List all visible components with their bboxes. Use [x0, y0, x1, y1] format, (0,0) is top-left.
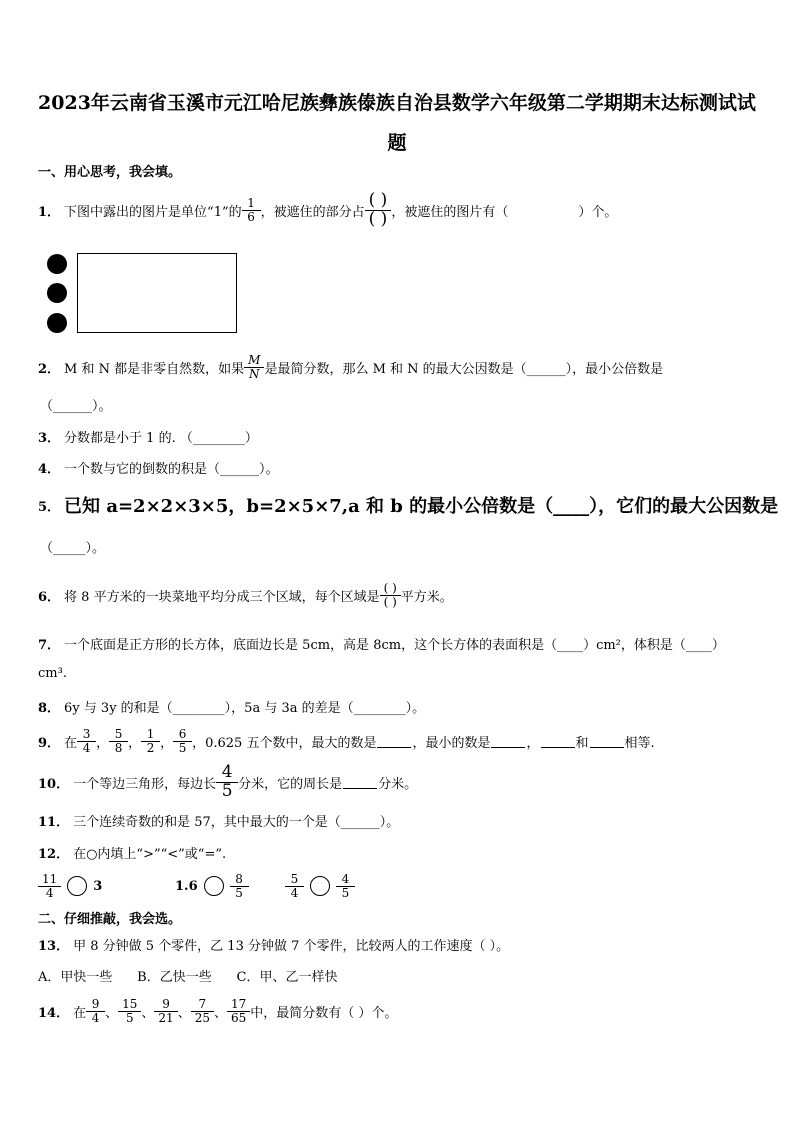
question-8 [38, 697, 425, 716]
question-number: 3． [38, 431, 61, 446]
fraction [287, 873, 302, 899]
fraction [143, 728, 158, 754]
question-text: 已知 a=2×2×3×5，b=2×5×7,a 和 b 的最小公倍数是（____），它们的最大公因数是 [64, 496, 779, 517]
denominator: 5 [125, 1010, 134, 1025]
question-5-continued: （_____）。 [40, 541, 106, 556]
denominator: 4 [290, 885, 299, 900]
compare-circle-blank[interactable] [204, 876, 224, 896]
question-text: ， [526, 735, 540, 751]
question-text: 将 8 平方米的一块菜地平均分成三个区域，每个区域是 [64, 589, 380, 605]
question-text: 平方米。 [400, 589, 453, 605]
numerator: 7 [198, 996, 207, 1011]
fraction [232, 873, 247, 899]
numerator: 11 [42, 871, 58, 886]
denominator: 25 [194, 1010, 210, 1025]
fraction [156, 998, 175, 1024]
question-number: 5． [38, 499, 61, 515]
numerator: 17 [231, 996, 247, 1011]
question-text: ，被遮住的图片有（ [391, 204, 509, 220]
question-text: 分米。 [378, 776, 418, 792]
numerator: 15 [122, 996, 138, 1011]
question-9 [38, 723, 655, 759]
numerator: 5 [114, 726, 123, 741]
question-10 [38, 762, 417, 802]
question-text: ，被遮住的部分占 [260, 204, 365, 220]
denominator: 5 [178, 740, 187, 755]
separator: 、 [105, 1005, 119, 1021]
page-title-continued: 题 [387, 132, 407, 154]
separator: 、 [214, 1005, 228, 1021]
question-text: 中，最简分数有（ ）个。 [250, 1005, 398, 1021]
question-text: 三个连续奇数的和是 57，其中最大的一个是（______）。 [73, 815, 400, 830]
answer-fraction-blank[interactable] [382, 582, 399, 608]
numerator-blank: ( ) [368, 189, 388, 210]
covering-rectangle [77, 253, 237, 333]
denominator: 65 [231, 1010, 247, 1025]
answer-blank[interactable] [590, 734, 624, 748]
denominator: 4 [45, 885, 54, 900]
question-4 [38, 458, 279, 477]
question-text: 一个数与它的倒数的积是（______）。 [64, 462, 279, 477]
fraction [88, 998, 103, 1024]
question-number: 8． [38, 701, 61, 716]
compare-circle-blank[interactable] [310, 876, 330, 896]
question-number: 10． [38, 776, 70, 792]
question-text: 是最简分数，那么 M 和 N 的最大公因数是（______），最小公倍数是 [264, 361, 664, 377]
denominator: 4 [82, 740, 91, 755]
question-number: 11． [38, 815, 70, 830]
question-text: 下图中露出的图片是单位“1”的 [64, 204, 242, 220]
numerator: 8 [235, 871, 243, 886]
section-heading-1: 一、用心思考，我会填。 [38, 165, 182, 180]
denominator: 6 [247, 209, 255, 224]
question-11 [38, 811, 399, 830]
answer-blank[interactable] [343, 775, 377, 789]
separator: 、 [177, 1005, 191, 1021]
question-text: 6y 与 3y 的和是（________），5a 与 3a 的差是（________）。 [64, 701, 426, 716]
question-number: 1． [38, 204, 61, 220]
question-text: 在 [73, 1005, 87, 1021]
question-number: 4． [38, 462, 61, 477]
numerator-blank: ( ) [383, 580, 397, 595]
comparison-1 [38, 867, 102, 905]
question-2-continued: （______）。 [40, 399, 112, 414]
question-text: 甲 8 分钟做 5 个零件，乙 13 分钟做 7 个零件，比较两人的工作速度（ ）。 [73, 939, 510, 954]
comparison-2 [175, 867, 249, 905]
question-1 [38, 189, 618, 229]
comparison-3 [285, 867, 355, 905]
black-dot-icon [47, 254, 67, 274]
numerator: 4 [341, 871, 350, 886]
question-text: 分数都是小于 1 的. （________） [64, 431, 258, 446]
numerator: 9 [162, 996, 170, 1011]
question-7-continued: cm³. [38, 666, 67, 681]
question-number: 14． [38, 1005, 70, 1021]
question-number: 6． [38, 589, 61, 605]
numerator: 4 [221, 761, 233, 782]
numerator: 9 [91, 996, 100, 1011]
separator: ， [96, 735, 110, 751]
numerator: 6 [178, 726, 187, 741]
section-heading-2: 二、仔细推敲，我会选。 [38, 912, 182, 927]
black-dot-icon [47, 313, 67, 333]
question-text: 和 [575, 735, 589, 751]
numerator: 3 [82, 726, 91, 741]
page-title: 2023年云南省玉溪市元江哈尼族彝族傣族自治县数学六年级第二学期期末达标测试试 [38, 92, 756, 114]
question-2 [38, 349, 663, 385]
denominator: N [249, 366, 260, 381]
black-dot-icon [47, 283, 67, 303]
question-13-options: A．甲快一些 B．乙快一些 C．甲、乙一样快 [38, 970, 338, 985]
denominator: 5 [221, 780, 233, 801]
compare-circle-blank[interactable] [67, 876, 87, 896]
fraction [193, 998, 212, 1024]
fraction [120, 998, 139, 1024]
question-text: 在 [64, 735, 78, 751]
question-3 [38, 427, 258, 446]
fraction [338, 873, 353, 899]
answer-blank[interactable] [377, 734, 411, 748]
denominator-blank: ( ) [368, 208, 388, 229]
question-text: 在○内填上“>”“<”或“=”. [73, 847, 227, 862]
question-6 [38, 576, 453, 614]
denominator: 2 [146, 740, 155, 755]
denominator: 5 [235, 885, 243, 900]
question-7 [38, 634, 725, 653]
fraction [218, 761, 236, 801]
question-5 [38, 492, 778, 518]
question-number: 13． [38, 939, 70, 954]
question-13 [38, 935, 509, 954]
answer-blank[interactable] [541, 734, 575, 748]
fraction [79, 728, 94, 754]
question-text: 一个等边三角形，每边长 [73, 776, 217, 792]
fraction [175, 728, 190, 754]
fraction [244, 197, 259, 223]
question-number: 12． [38, 847, 70, 862]
numerator: 1 [247, 195, 255, 210]
separator: ， [128, 735, 142, 751]
answer-fraction-blank[interactable] [367, 189, 390, 229]
denominator: 4 [91, 1010, 100, 1025]
comparison-value: 1.6 [175, 878, 198, 894]
question-14 [38, 992, 397, 1030]
fraction [229, 998, 248, 1024]
question-number: 2． [38, 361, 61, 377]
denominator: 8 [114, 740, 123, 755]
question-text: ，最小的数是 [412, 735, 491, 751]
fraction [111, 728, 126, 754]
separator: ， [160, 735, 174, 751]
denominator-blank: ( ) [383, 594, 397, 609]
question-number: 7． [38, 638, 61, 653]
denominator: 5 [341, 885, 350, 900]
question-text: ）个。 [578, 204, 618, 220]
question-number: 9． [38, 735, 61, 751]
numerator: 1 [146, 726, 155, 741]
question-text: 一个底面是正方形的长方体，底面边长是 5cm，高是 8cm，这个长方体的表面积是（____）cm²，体积是（____） [64, 638, 725, 653]
question-text: ，0.625 五个数中，最大的数是 [192, 735, 377, 751]
question-text: 相等. [624, 735, 655, 751]
denominator: 21 [158, 1010, 174, 1025]
numerator: M [248, 352, 261, 367]
numerator: 5 [290, 871, 299, 886]
answer-blank[interactable] [491, 734, 525, 748]
comparison-value: 3 [93, 878, 103, 894]
question-12 [38, 843, 226, 862]
question-text: 分米，它的周长是 [238, 776, 343, 792]
question-text: M 和 N 都是非零自然数，如果 [64, 361, 245, 377]
separator: 、 [141, 1005, 155, 1021]
fraction [40, 873, 59, 899]
fraction [246, 354, 262, 380]
